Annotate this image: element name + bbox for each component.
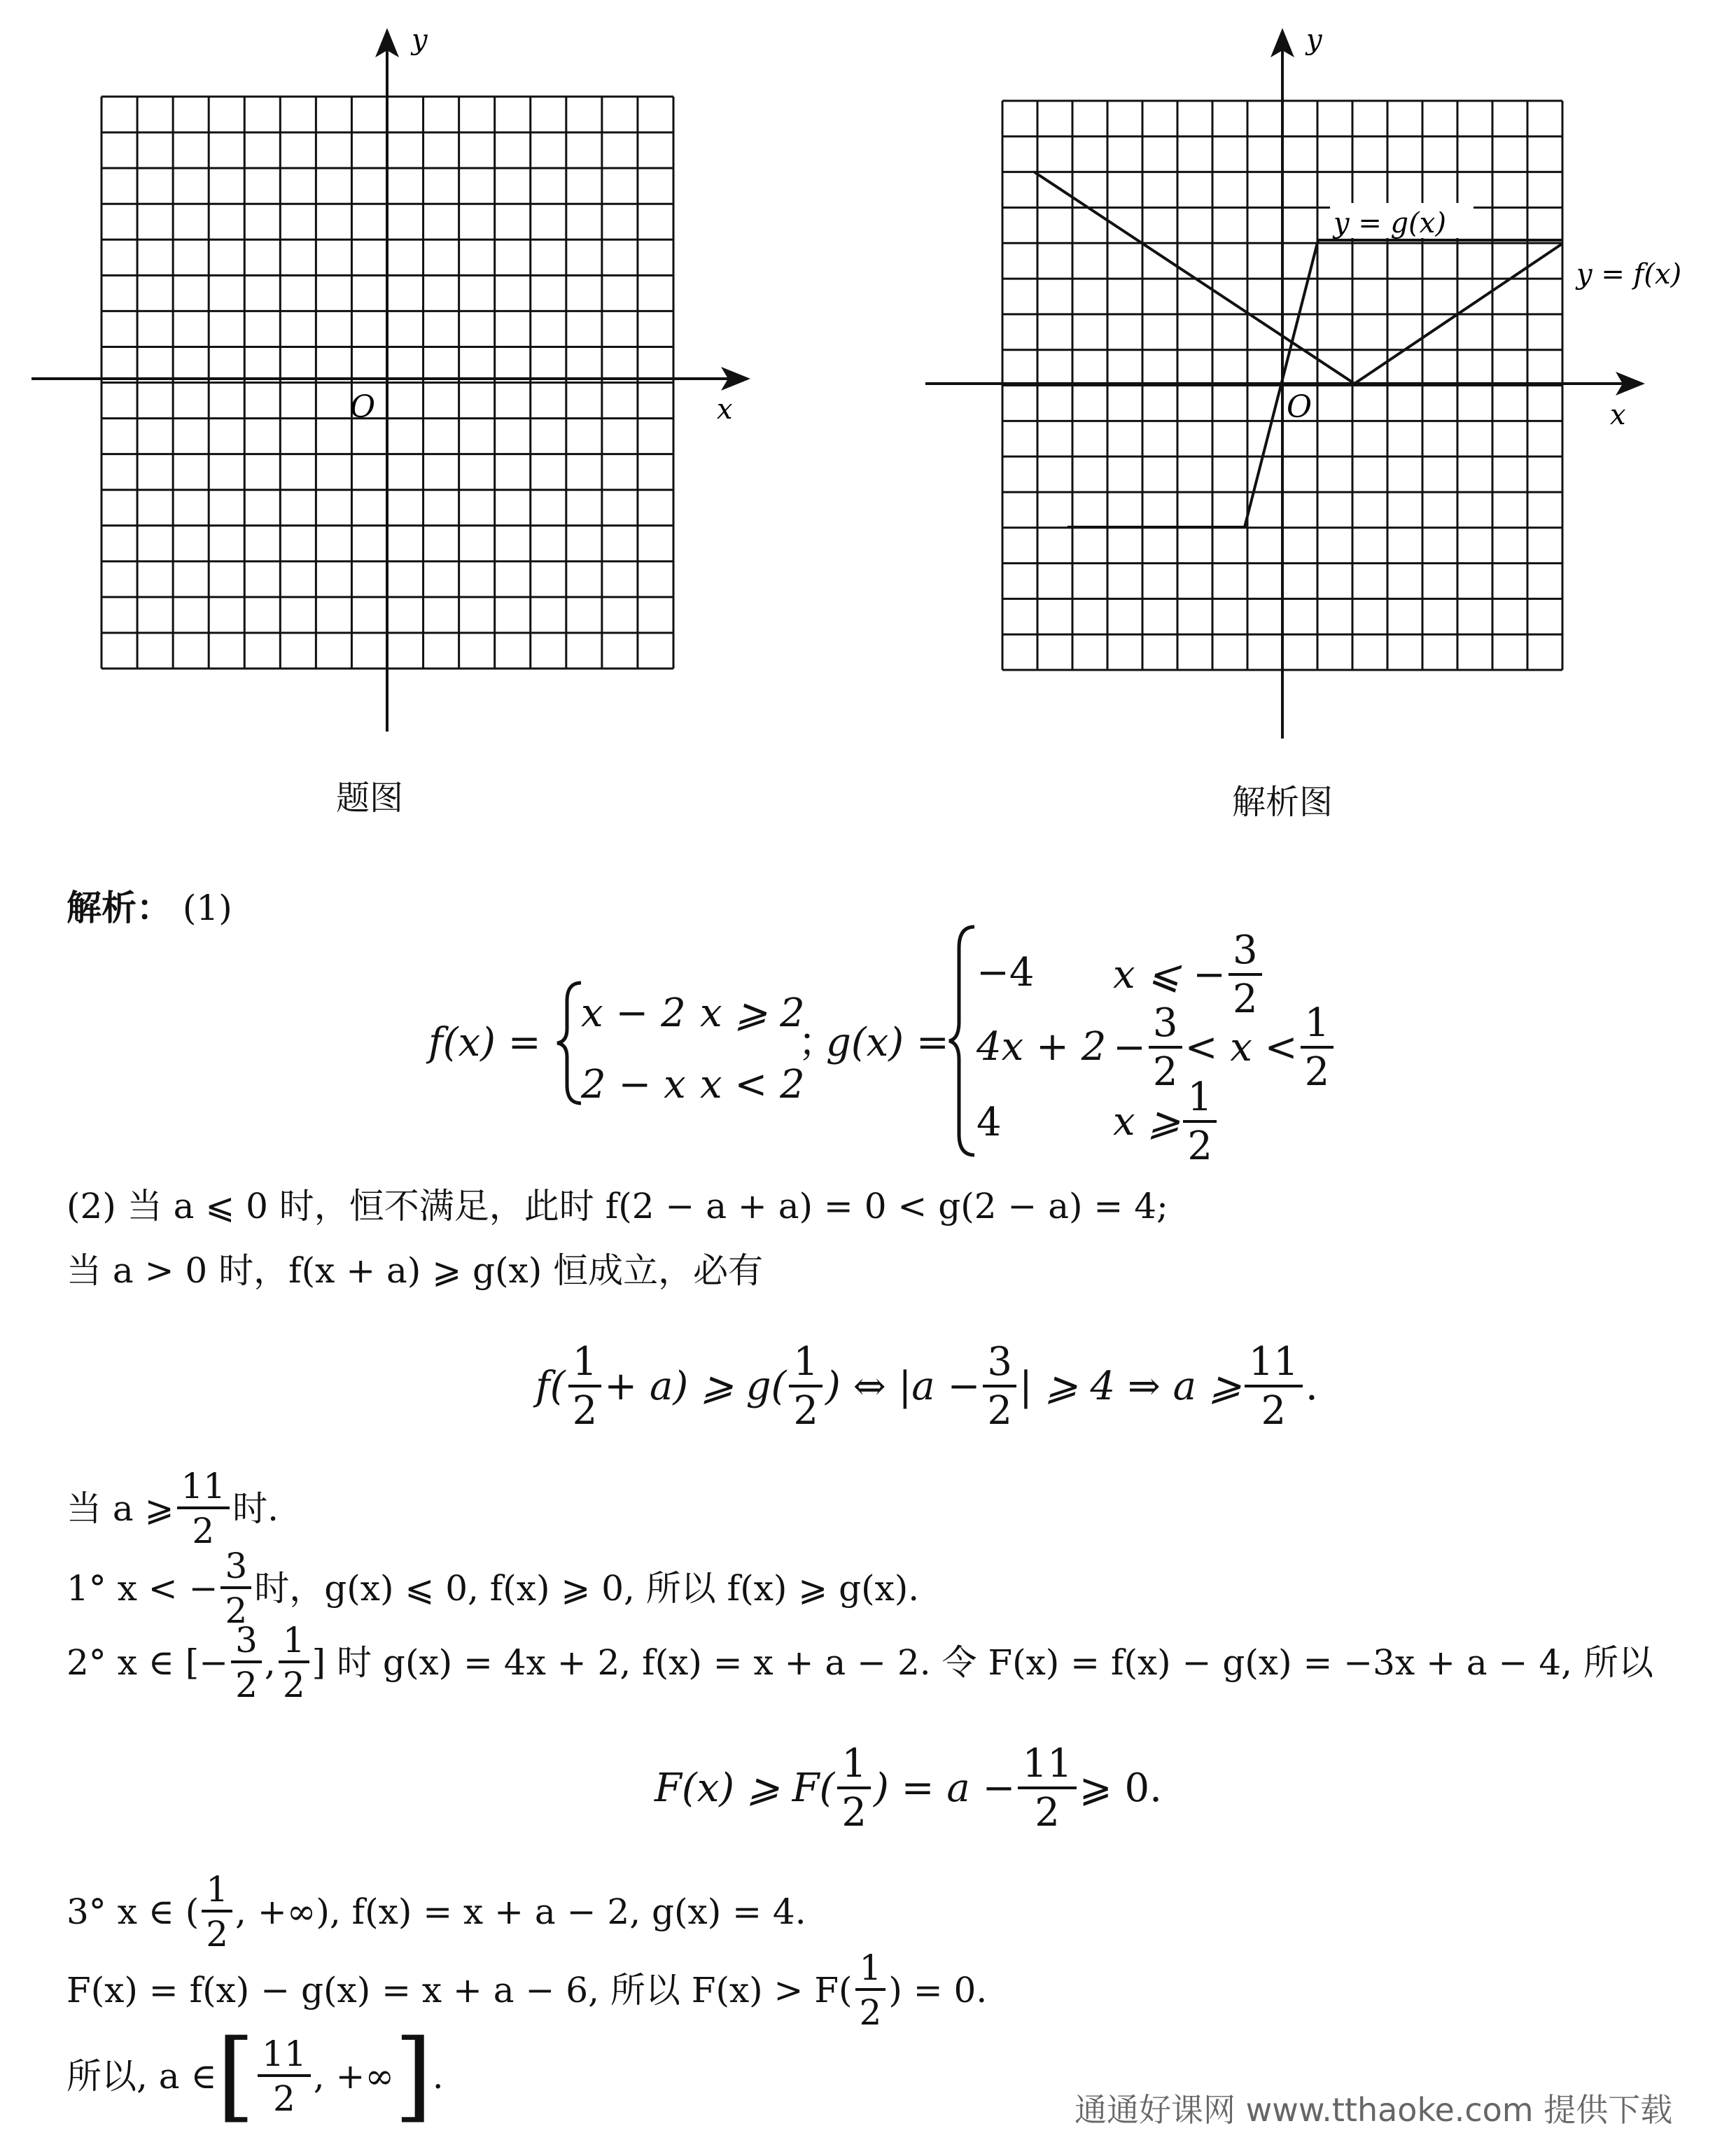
right-x-label: x [1610, 399, 1626, 431]
label-y-eq-g: y = g(x) [1334, 207, 1446, 239]
case-2-line: 2° x ∈ [− $\frac{3}{2}$ , $\frac{1}{2}$ ] 时 g(x) = 4x + 2, f(x) = x + a − 2. 令 F(x) = f(x) − g(x) = −3x + a − 4, 所以 [66, 1620, 1653, 1705]
case-1-line: 1° x < − $\frac{3}{2}$ 时，g(x) ⩽ 0, f(x) ⩾ 0, 所以 f(x) ⩾ g(x). [66, 1546, 920, 1631]
a-positive-line: 当 a > 0 时，f(x + a) ⩾ g(x) 恒成立，必有 [66, 1250, 764, 1291]
g-brace-icon [945, 924, 980, 1159]
solution-heading-line [66, 888, 232, 928]
equation-1: f( $\frac{1}{2}$ + a) ⩾ g( $\frac{1}{2}$ ) ⇔ |a − $\frac{3}{2}$ | ⩾ 4 ⇒ a ⩾ $\frac{11}{2}$ . [536, 1339, 1318, 1434]
left-origin-label: O [350, 389, 376, 425]
part1-label: (1) [182, 888, 232, 928]
label-y-eq-f: y = f(x) [1576, 258, 1682, 291]
right-caption: 解析图 [1232, 783, 1334, 822]
g-case-3-expr: 4 [976, 1100, 1002, 1145]
f-lhs: f(x) = [428, 1020, 541, 1065]
left-grid-figure [0, 0, 868, 840]
equation-2: F(x) ⩾ F( $\frac{1}{2}$ ) = a − $\frac{11}{2}$ ⩾ 0. [654, 1741, 1162, 1835]
f-case-2-cond: x < 2 [700, 1062, 805, 1107]
f-case-1-cond: x ⩾ 2 [700, 991, 805, 1036]
left-y-label: y [412, 24, 428, 56]
part2-line: (2) 当 a ⩽ 0 时，恒不满足，此时 f(2 − a + a) = 0 < g(2 − a) = 4; [66, 1186, 1168, 1226]
watermark-text: 通通好课网 www.tthaoke.com 提供下载 [1074, 2091, 1673, 2129]
solution-heading: 解析： [66, 888, 172, 928]
g-lhs: g(x) = [826, 1020, 949, 1065]
left-x-label: x [717, 393, 733, 426]
right-grid-figure [868, 0, 1736, 840]
f-g-separator: ； [798, 1020, 837, 1065]
case-3-line: 3° x ∈ ( $\frac{1}{2}$ , +∞), f(x) = x + a − 2, g(x) = 4. [66, 1869, 806, 1954]
f-case-1-expr: x − 2 [581, 991, 686, 1036]
f-case-2-expr: 2 − x [581, 1062, 686, 1107]
g-case-3-cond: x ⩾ $\frac{1}{2}$ [1113, 1078, 1219, 1166]
g-case-1-expr: −4 [976, 950, 1035, 995]
right-y-label: y [1306, 24, 1322, 56]
conclusion-line: 所以, a ∈[ $\frac{11}{2}$ , +∞]. [66, 2019, 444, 2133]
right-origin-label: O [1287, 389, 1312, 425]
g-case-1-cond: x ⩽ − $\frac{3}{2}$ [1113, 931, 1265, 1019]
when-line: 当 a ⩾ $\frac{11}{2}$ 时. [66, 1466, 279, 1551]
g-case-2-cond: − $\frac{3}{2}$ < x < $\frac{1}{2}$ [1113, 1004, 1336, 1092]
left-caption: 题图 [336, 778, 404, 818]
F-line: F(x) = f(x) − g(x) = x + a − 6, 所以 F(x) > F( $\frac{1}{2}$ ) = 0. [66, 1947, 988, 2033]
g-case-2-expr: 4x + 2 [976, 1024, 1107, 1070]
